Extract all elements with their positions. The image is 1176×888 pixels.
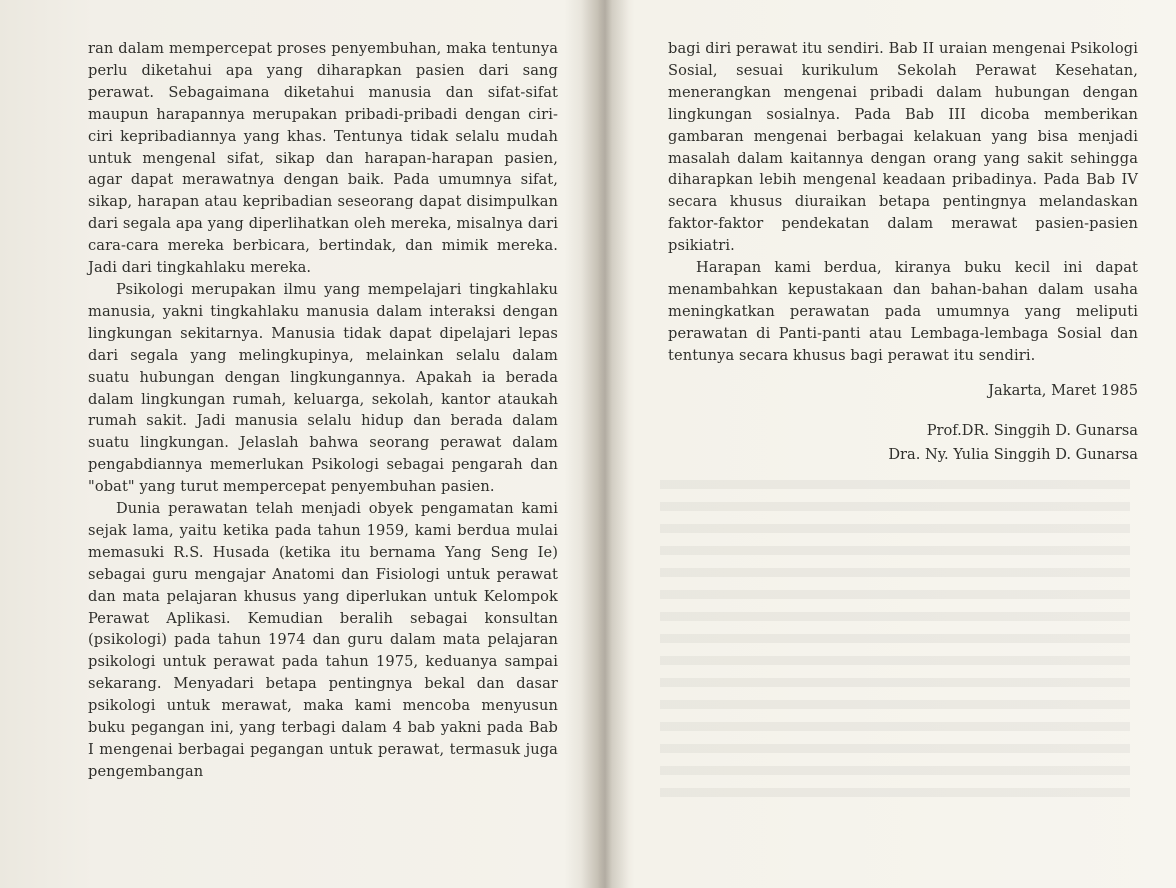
place-date: Jakarta, Maret 1985 <box>988 381 1138 399</box>
left-paragraph-3: Dunia perawatan telah menjadi obyek pengamatan kami sejak lama, yaitu ketika pada tahun 1959, kami berdua mulai memasuki R.S. Husada (ketika itu bernama Yang Seng Ie) sebagai guru mengajar Anatomi dan Fisiologi untuk perawat dan mata pelajaran khusus yang diperlukan untuk Kelompok Perawat Aplikasi. Kemudian beralih sebagai konsultan (psikologi) pada tahun 1974 dan guru dalam mata pelajaran psikologi untuk perawat pada tahun 1975, keduanya sampai sekarang. Menyadari betapa pentingnya bekal dan dasar psikologi untuk merawat, maka kami mencoba menyusun buku pegangan ini, yang terbagi dalam 4 bab yakni pada Bab I mengenai berbagai pegangan untuk perawat, termasuk juga pengembangan <box>88 500 558 780</box>
bleed-through-lines <box>660 480 1130 800</box>
right-paragraph-2: Harapan kami berdua, kiranya buku kecil ini dapat menambahkan kepustakaan dan bahan-bahan dalam usaha meningkatkan perawatan pada umumnya yang meliputi perawatan di Panti-panti atau Lembaga-lembaga Sosial dan tentunya secara khusus bagi perawat itu sendiri. <box>668 259 1138 364</box>
left-paragraph-1: ran dalam mempercepat proses penyembuhan, maka tentunya perlu diketahui apa yang diharapkan pasien dari sang perawat. Sebagaimana diketahui manusia dan sifat-sifat maupun harapannya merupakan pribadi-pribadi dengan ciri-ciri kepribadiannya yang khas. Tentunya tidak selalu mudah untuk mengenal sifat, sikap dan harapan-harapan pasien, agar dapat merawatnya dengan baik. Pada umumnya sifat, sikap, harapan atau kepribadian seseorang dapat disimpulkan dari segala apa yang diperlihatkan oleh mereka, misalnya dari cara-cara mereka berbicara, bertindak, dan mimik mereka. Jadi dari tingkahlaku mereka. <box>88 40 558 277</box>
author-name-2: Dra. Ny. Yulia Singgih D. Gunarsa <box>888 446 1138 464</box>
book-gutter <box>581 0 629 888</box>
author-name-1: Prof.DR. Singgih D. Gunarsa <box>926 421 1138 439</box>
right-page <box>668 38 1138 466</box>
right-paragraph-1: bagi diri perawat itu sendiri. Bab II uraian mengenai Psikologi Sosial, sesuai kurikulum Sekolah Perawat Kesehatan, menerangkan mengenai pribadi dalam hubungan dengan lingkungan sosialnya. Pada Bab III dicoba memberikan gambaran mengenai berbagai kelakuan yang bisa menjadi masalah dalam kaitannya dengan orang yang sakit sehingga diharapkan lebih mengenal keadaan pribadinya. Pada Bab IV secara khusus diuraikan betapa pentingnya melandaskan faktor-faktor pendekatan dalam merawat pasien-pasien psikiatri. <box>668 40 1138 255</box>
left-page <box>88 38 558 783</box>
left-paragraph-2: Psikologi merupakan ilmu yang mempelajari tingkahlaku manusia, yakni tingkahlaku manusia dalam interaksi dengan lingkungan sekitarnya. Manusia tidak dapat dipelajari lepas dari segala yang melingkupinya, melainkan selalu dalam suatu hubungan dengan lingkungannya. Apakah ia berada dalam lingkungan rumah, keluarga, sekolah, kantor ataukah rumah sakit. Jadi manusia selalu hidup dan berada dalam suatu lingkungan. Jelaslah bahwa seorang perawat dalam pengabdiannya memerlukan Psikologi sebagai pengarah dan "obat" yang turut mempercepat penyembuhan pasien. <box>88 280 558 496</box>
